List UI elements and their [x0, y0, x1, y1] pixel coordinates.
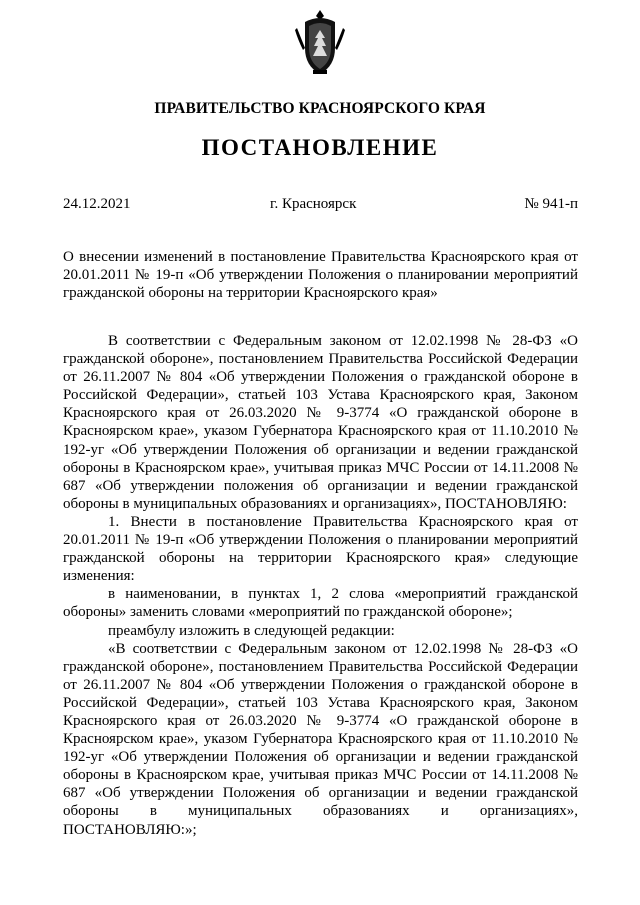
government-name: ПРАВИТЕЛЬСТВО КРАСНОЯРСКОГО КРАЯ: [154, 100, 486, 117]
coat-of-arms-emblem: [295, 8, 345, 78]
document-date: 24.12.2021: [63, 196, 131, 212]
new-preamble-paragraph: «В соответствии с Федеральным законом от 12.02.1998 № 28-ФЗ «О гражданской обороне», постановлением Правительства Российской Федерации от 26.11.2007 № 804 «Об утверждении Положения о гражданской обороне в Российской Федерации», статьей 103 Устава Красноярского края, Законом Красноярского края от 26.03.2020 № 9-3774 «О гражданской обороне в Красноярском крае», указом Губернатора Красноярского края от 11.10.2010 № 192-уг «Об утверждении Положения об организации и ведении гражданской обороны в Красноярском крае, учитывая приказ МЧС России от 14.11.2008 № 687 «Об утверждении Положения об организации и ведении гражданской обороны в муниципальных образованиях и организациях», ПОСТАНОВЛЯЮ:»;: [63, 640, 578, 838]
document-subject: [63, 248, 578, 302]
document-number: № 941-п: [524, 196, 578, 212]
document-type-title: ПОСТАНОВЛЕНИЕ: [201, 135, 439, 160]
document-body: [63, 332, 578, 839]
subject-text: О внесении изменений в постановление Правительства Красноярского края от 20.01.2011 № 19-п «Об утверждении Положения о планировании мероприятий гражданской обороны на территории Красноярского края»: [63, 249, 578, 302]
change-preamble-paragraph: преамбулу изложить в следующей редакции:: [108, 622, 395, 639]
preamble-paragraph: В соответствии с Федеральным законом от 12.02.1998 № 28-ФЗ «О гражданской обороне», постановлением Правительства Российской Федерации от 26.11.2007 № 804 «Об утверждении Положения о гражданской обороне в Российской Федерации», статьей 103 Устава Красноярского края, Законом Красноярского края от 26.03.2020 № 9-3774 «О гражданской обороне в Красноярском крае», указом Губернатора Красноярского края от 11.10.2010 № 192-уг «Об утверждении Положения об организации и ведении гражданской обороны в Красноярском крае», учитывая приказ МЧС России от 14.11.2008 № 687 «Об утверждении положения об организации и ведении гражданской обороны в муниципальных образованиях и организациях», ПОСТАНОВЛЯЮ:: [63, 333, 578, 512]
document-city: г. Красноярск: [270, 196, 357, 212]
change-title-paragraph: в наименовании, в пунктах 1, 2 слова «мероприятий гражданской обороны» заменить словами «мероприятий по гражданской обороне»;: [63, 586, 578, 621]
item-1-paragraph: 1. Внести в постановление Правительства Красноярского края от 20.01.2011 № 19-п «Об утверждении Положения о планировании мероприятий гражданской обороны на территории Красноярского края» следующие изменения:: [63, 513, 578, 585]
